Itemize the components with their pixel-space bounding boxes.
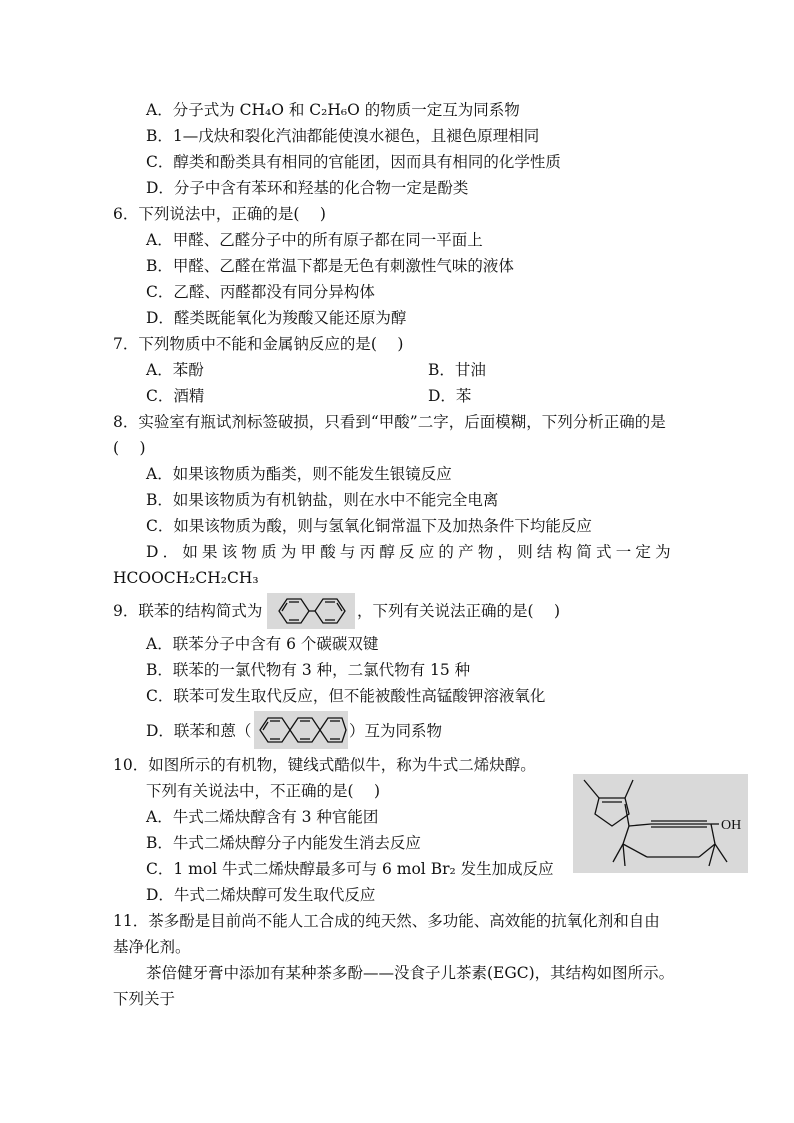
q5-option-d: D．分子中含有苯环和羟基的化合物一定是酚类 — [146, 179, 469, 197]
q6-option-a: A．甲醛、乙醛分子中的所有原子都在同一平面上 — [146, 231, 483, 249]
q6-option-d: D．醛类既能氧化为羧酸又能还原为醇 — [146, 309, 407, 327]
q9-option-d-start: D．联苯和蒽（ — [146, 722, 252, 740]
q7-stem: 7．下列物质中不能和金属钠反应的是( ) — [113, 335, 404, 353]
q8-option-b: B．如果该物质为有机钠盐，则在水中不能完全电离 — [146, 491, 499, 509]
q7-option-c: C．酒精 — [146, 387, 205, 405]
q6-option-c: C．乙醛、丙醛都没有同分异构体 — [146, 283, 375, 301]
q11-stem-line3: 茶倍健牙膏中添加有某种茶多酚——没食子儿茶素(EGC)，其结构如图所示。 — [146, 964, 675, 982]
q8-option-a: A．如果该物质为酯类，则不能发生银镜反应 — [146, 465, 452, 483]
biphenyl-structure-image — [267, 593, 355, 629]
q8-option-d-formula: HCOOCH₂CH₂CH₃ — [113, 569, 259, 587]
q10-option-d: D．牛式二烯炔醇可发生取代反应 — [146, 886, 376, 904]
hydroxyl-label: OH — [721, 818, 742, 833]
q9-option-a: A．联苯分子中含有 6 个碳碳双键 — [146, 635, 379, 653]
q11-stem-line4: 下列关于 — [113, 990, 176, 1008]
q10-option-b: B．牛式二烯炔醇分子内能发生消去反应 — [146, 834, 421, 852]
q8-option-c: C．如果该物质为酸，则与氢氧化铜常温下及加热条件下均能反应 — [146, 517, 592, 535]
q7-option-b: B．甘油 — [428, 361, 486, 379]
q6-stem: 6．下列说法中，正确的是( ) — [113, 205, 326, 223]
q9-stem-start: 9．联苯的结构简式为 — [113, 602, 263, 620]
anthracene-structure-image — [254, 711, 348, 749]
q5-option-c: C．醇类和酚类具有相同的官能团，因而具有相同的化学性质 — [146, 153, 561, 171]
q10-option-a: A．牛式二烯炔醇含有 3 种官能团 — [146, 808, 379, 826]
biphenyl-skeletal-formula — [267, 593, 355, 629]
q9-stem-end: ，下列有关说法正确的是( ) — [357, 602, 561, 620]
q9-option-c: C．联苯可发生取代反应，但不能被酸性高锰酸钾溶液氧化 — [146, 687, 546, 705]
q10-stem: 10．如图所示的有机物，键线式酷似牛，称为牛式二烯炔醇。 — [113, 756, 536, 774]
ox-dienynol-skeletal-formula — [573, 774, 748, 873]
q10-stem-line2: 下列有关说法中，不正确的是( ) — [146, 782, 381, 800]
q7-option-d: D．苯 — [428, 387, 472, 405]
q8-option-d: D．如果该物质为甲酸与丙醇反应的产物，则结构简式一定为 — [146, 543, 675, 561]
q6-option-b: B．甲醛、乙醛在常温下都是无色有刺激性气味的液体 — [146, 257, 514, 275]
anthracene-skeletal-formula — [254, 711, 348, 749]
q8-stem: 8．实验室有瓶试剂标签破损，只看到“甲酸”二字，后面模糊，下列分析正确的是 — [113, 413, 666, 431]
q11-stem-line1: 11．茶多酚是目前尚不能人工合成的纯天然、多功能、高效能的抗氧化剂和自由 — [113, 912, 660, 930]
ox-dienynol-structure-image — [573, 774, 748, 873]
q7-option-a: A．苯酚 — [146, 361, 204, 379]
q5-option-b: B．1—戊炔和裂化汽油都能使溴水褪色，且褪色原理相同 — [146, 127, 540, 145]
q11-stem-line2: 基净化剂。 — [113, 938, 191, 956]
q5-option-a: A．分子式为 CH₄O 和 C₂H₆O 的物质一定互为同系物 — [146, 101, 520, 119]
q10-option-c: C．1 mol 牛式二烯炔醇最多可与 6 mol Br₂ 发生加成反应 — [146, 860, 554, 878]
q9-option-d-end: ）互为同系物 — [349, 722, 443, 740]
q8-stem-paren: ( ) — [113, 439, 146, 457]
q9-option-b: B．联苯的一氯代物有 3 种，二氯代物有 15 种 — [146, 661, 471, 679]
